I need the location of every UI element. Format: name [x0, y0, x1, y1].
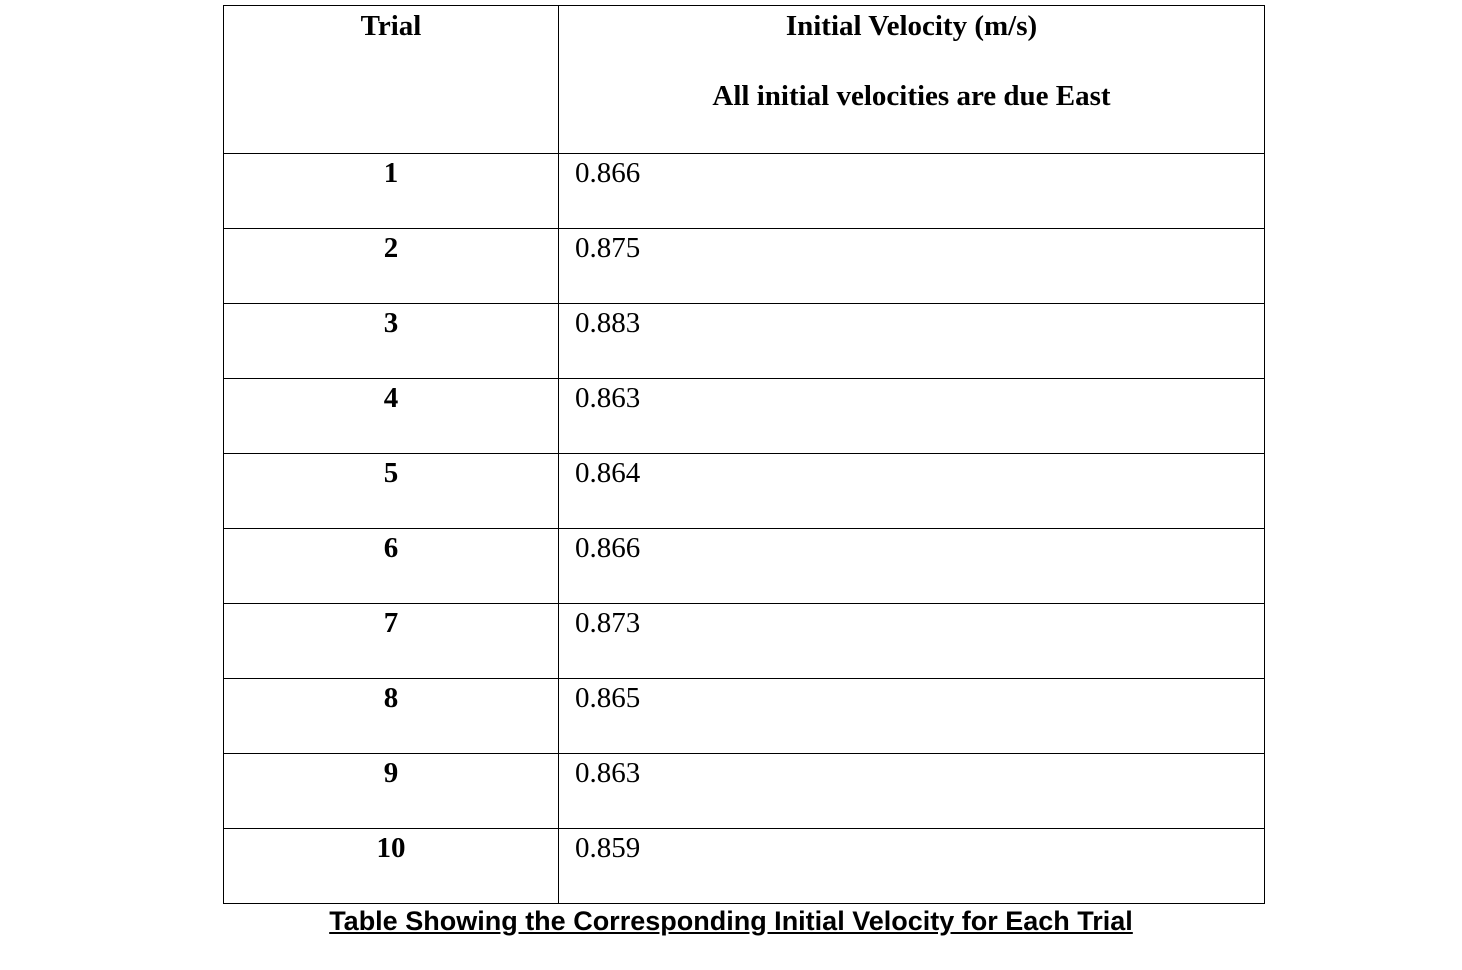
- trial-number-cell: 5: [224, 454, 559, 529]
- velocity-cell: 0.866: [559, 154, 1265, 229]
- table-row: [224, 229, 1265, 304]
- velocity-cell: 0.866: [559, 529, 1265, 604]
- table-row: [224, 529, 1265, 604]
- velocity-cell: 0.864: [559, 454, 1265, 529]
- trial-number-cell: 9: [224, 754, 559, 829]
- velocity-cell: 0.873: [559, 604, 1265, 679]
- table-body: [224, 154, 1265, 904]
- table-row: [224, 754, 1265, 829]
- header-velocity-label: Initial Velocity (m/s): [785, 10, 1038, 42]
- trial-number-cell: 3: [224, 304, 559, 379]
- table-row: [224, 604, 1265, 679]
- table-row: [224, 379, 1265, 454]
- velocity-table: [223, 5, 1265, 904]
- trial-number-cell: 7: [224, 604, 559, 679]
- header-velocity-note: All initial velocities are due East: [712, 80, 1111, 112]
- trial-number-cell: 1: [224, 154, 559, 229]
- velocity-cell: 0.875: [559, 229, 1265, 304]
- velocity-cell: 0.863: [559, 379, 1265, 454]
- velocity-cell: 0.863: [559, 754, 1265, 829]
- velocity-cell: 0.859: [559, 829, 1265, 904]
- trial-number-cell: 2: [224, 229, 559, 304]
- table-row: [224, 829, 1265, 904]
- velocity-cell: 0.883: [559, 304, 1265, 379]
- trial-number-cell: 10: [224, 829, 559, 904]
- table-row: [224, 454, 1265, 529]
- trial-number-cell: 6: [224, 529, 559, 604]
- table-row: [224, 154, 1265, 229]
- table-caption: Table Showing the Corresponding Initial Velocity for Each Trial: [329, 906, 1133, 936]
- header-trial: Trial: [224, 6, 559, 154]
- table-row: [224, 304, 1265, 379]
- trial-number-cell: 8: [224, 679, 559, 754]
- trial-number-cell: 4: [224, 379, 559, 454]
- velocity-cell: 0.865: [559, 679, 1265, 754]
- header-velocity: [559, 6, 1265, 154]
- table-header-row: [224, 6, 1265, 154]
- table-row: [224, 679, 1265, 754]
